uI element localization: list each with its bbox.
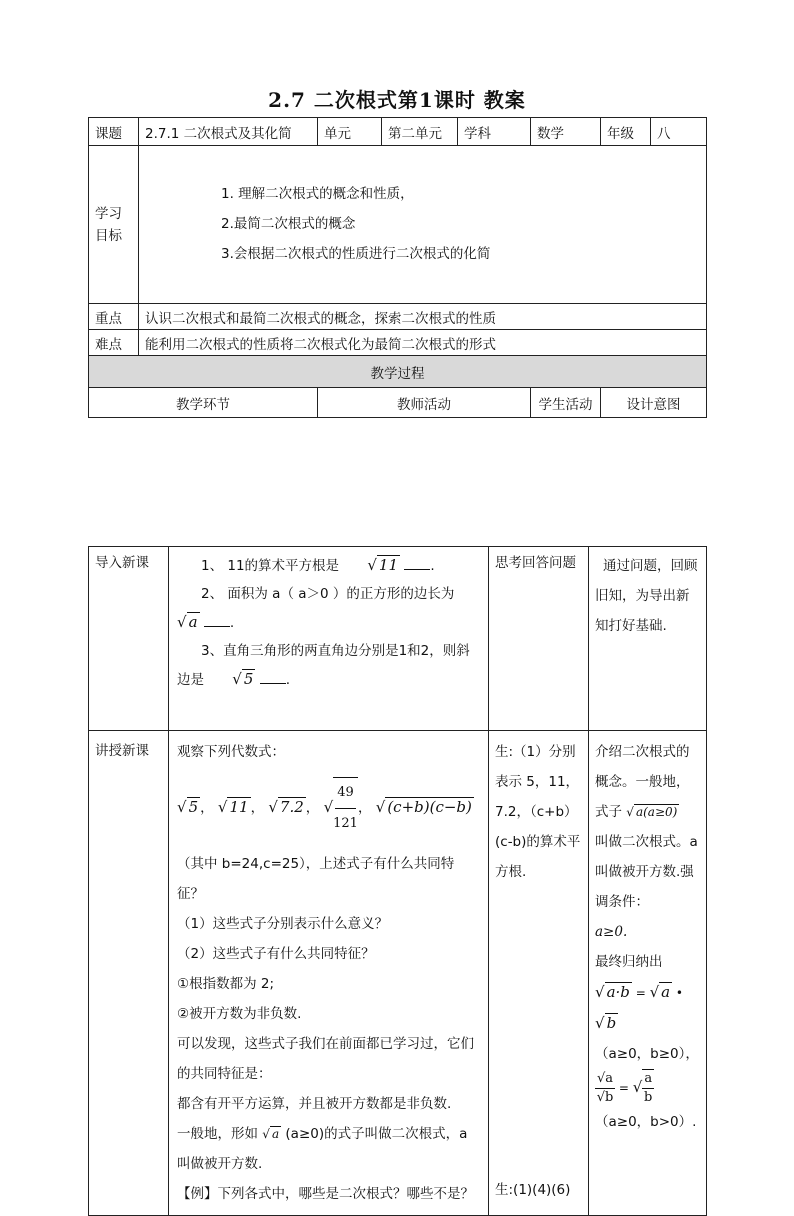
difficult-text: 能利用二次根式的性质将二次根式化为最简二次根式的形式 <box>139 330 707 356</box>
newlesson-stage: 讲授新课 <box>89 731 169 1216</box>
goals-label: 学习目标 <box>89 146 139 304</box>
process-table <box>88 546 707 1216</box>
col-student: 学生活动 <box>531 388 601 418</box>
process-header-row <box>89 356 707 388</box>
paragraph-2: 都含有开平方运算，并且被开方数都是非负数. <box>177 1096 452 1112</box>
quotient-rule: $\frac{√a}{√b}$ = √ $\frac{a}{b}$ <box>596 1071 653 1105</box>
difficult-label: 难点 <box>89 330 139 356</box>
sqrt-7-2: √ 7.2 <box>268 798 304 816</box>
unit-value: 第二单元 <box>382 118 458 146</box>
key-text: 认识二次根式和最简二次根式的概念，探索二次根式的性质 <box>139 304 707 330</box>
intro-student: 思考回答问题 <box>489 547 589 731</box>
intro-teacher: 1、 11的算术平方根是 √ 11 . 2、 面积为 a（ a＞0 ）的正方形的边长为 √ a . 3、直角三角形的两直角边分别是1和2，则斜边是 √ 5 . <box>169 547 489 731</box>
design-explain: 叫做二次根式。a叫做被开方数.强调条件： <box>595 834 698 910</box>
goal-item: 1. 理解二次根式的概念和性质， <box>221 185 414 202</box>
intro-q2-text: 2、 面积为 a（ a＞0 ）的正方形的边长为 <box>201 586 455 602</box>
sqrt-11: √ 11 <box>217 798 249 816</box>
newlesson-row <box>89 731 707 1216</box>
question-2: （2）这些式子有什么共同特征？ <box>177 946 375 962</box>
sqrt-11: √ 11 <box>367 556 399 574</box>
page-title: 2.7 二次根式第1课时 教案 <box>268 88 526 112</box>
subject-value: 数学 <box>531 118 601 146</box>
product-rule: √ a·b = √ a • √ b <box>595 983 683 1032</box>
grade-value: 八 <box>651 118 707 146</box>
grade-label: 年级 <box>601 118 651 146</box>
conclusion-2: ②被开方数为非负数. <box>177 1006 302 1022</box>
observe-text: 观察下列代数式： <box>177 744 285 760</box>
question-1: （1）这些式子分别表示什么意义？ <box>177 916 389 932</box>
sqrt-a: √ a <box>262 1127 280 1141</box>
condition-text: （其中 b=24,c=25），上述式子有什么共同特征？ <box>177 856 455 902</box>
col-stage: 教学环节 <box>89 388 318 418</box>
lesson-plan-table <box>88 117 707 418</box>
subject-label: 学科 <box>458 118 531 146</box>
definition-text: 一般地，形如 √ a (a≥0)的式子叫做二次根式，a叫做被开方数. <box>177 1119 480 1179</box>
answer-blank <box>404 559 430 570</box>
product-rule-condition: （a≥0，b≥0）， <box>595 1046 699 1062</box>
design-summary: 最终归纳出 <box>595 954 663 970</box>
intro-stage: 导入新课 <box>89 547 169 731</box>
info-row <box>89 118 707 146</box>
goals-row <box>89 146 707 304</box>
sqrt-a: √ a <box>177 613 198 631</box>
conclusion-1: ①根指数都为 2; <box>177 976 275 992</box>
sqrt-5: √ 5 <box>232 670 254 688</box>
topic-value: 2.7.1 二次根式及其化简 <box>139 118 318 146</box>
newlesson-student <box>489 731 589 1216</box>
unit-label: 单元 <box>318 118 382 146</box>
intro-design: 通过问题，回顾旧知，为导出新知打好基础. <box>589 547 707 731</box>
sqrt-a-condition: √ a(a≥0) <box>626 805 678 819</box>
newlesson-design <box>589 731 707 1216</box>
radical-list: √ 5 ， √ 11 ， √ 7.2 ， √ $\frac{49}{121}$ ， √ (c+b)(c−b) <box>177 777 480 839</box>
quotient-rule-condition: （a≥0，b>0）. <box>595 1114 697 1130</box>
newlesson-teacher <box>169 731 489 1216</box>
student-answer-2: 生:(1)(4)(6) <box>495 1182 571 1198</box>
design-intro: 介绍二次根式的概念。一般地，式子 √ a(a≥0) <box>595 737 700 827</box>
intro-q1-text: 1、 11的算术平方根是 <box>201 558 340 574</box>
column-header-row <box>89 388 707 418</box>
col-design: 设计意图 <box>601 388 707 418</box>
key-label: 重点 <box>89 304 139 330</box>
topic-label: 课题 <box>89 118 139 146</box>
sqrt-product: √ (c+b)(c−b) <box>375 798 472 816</box>
example-text: 【例】下列各式中，哪些是二次根式？哪些不是？ <box>177 1186 474 1202</box>
goals-list <box>139 146 707 304</box>
answer-blank <box>260 673 286 684</box>
key-row <box>89 304 707 330</box>
paragraph-1: 可以发现，这些式子我们在前面都已学习过，它们的共同特征是： <box>177 1036 474 1082</box>
design-condition: a≥0. <box>595 924 628 940</box>
col-teacher: 教师活动 <box>318 388 531 418</box>
goal-item: 2.最简二次根式的概念 <box>221 215 356 232</box>
process-header: 教学过程 <box>89 356 707 388</box>
answer-blank <box>204 616 230 627</box>
student-answer-1: 生:（1）分别表示 5，11，7.2，（c+b）(c-b)的算术平方根. <box>495 744 581 880</box>
sqrt-5: √ 5 <box>177 798 199 816</box>
sqrt-fraction: √ $\frac{49}{121}$ <box>324 777 358 839</box>
intro-q3-text: 3、直角三角形的两直角边分别是1和2，则斜边是 √ 5 . <box>177 637 480 694</box>
goal-item: 3.会根据二次根式的性质进行二次根式的化简 <box>221 245 491 262</box>
difficult-row <box>89 330 707 356</box>
intro-row <box>89 547 707 731</box>
